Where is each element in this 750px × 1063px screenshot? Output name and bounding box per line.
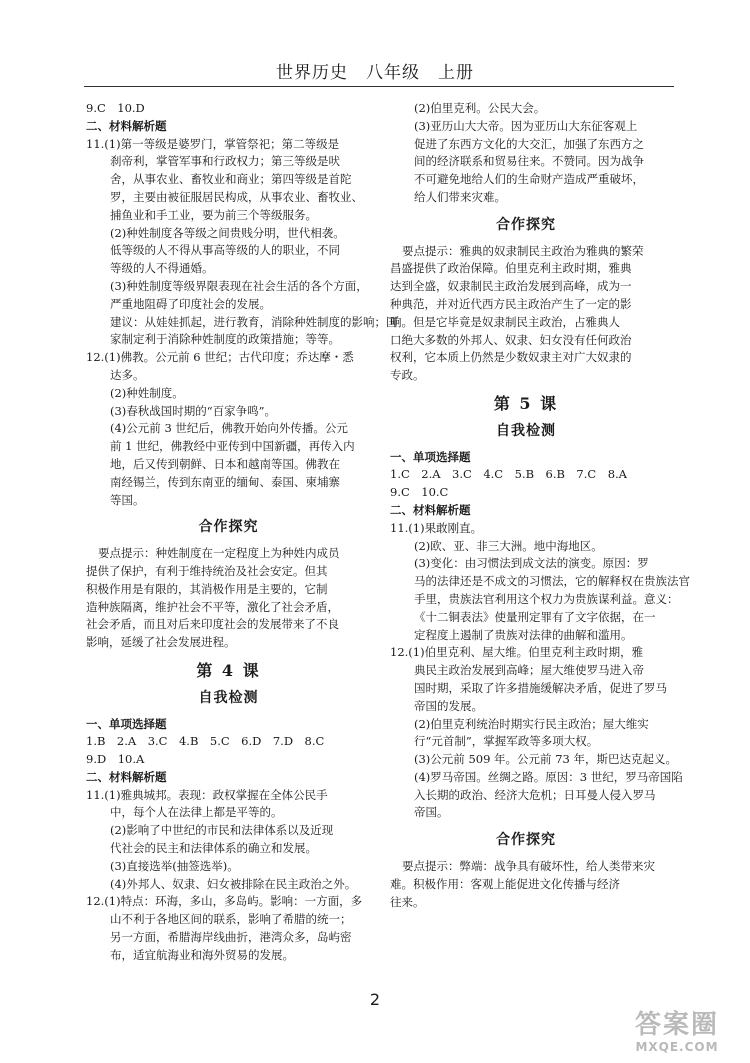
text-line: (2)种姓制度。 [110, 385, 184, 400]
text-line: 要点提示：弊端：战争具有破坏性，给人类带来灾 [402, 859, 655, 874]
text-line: 典民主政治发展到高峰；屋大维使罗马进入帝 [414, 663, 644, 678]
text-line: 给人们带来灾难。 [414, 189, 506, 204]
text-line: 专政。 [390, 368, 425, 383]
page-number: 2 [369, 990, 381, 1009]
text-line: 入长期的政治、经济大危机；日耳曼人侵入罗马 [414, 787, 656, 802]
text-line: 地，后又传到朝鲜、日本和越南等国。佛教在 [110, 456, 340, 471]
watermark-logo [618, 1010, 736, 1056]
text-line: 难。积极作用：客观上能促进文化传播与经济 [390, 876, 620, 891]
text-line: 要点提示：雅典的奴隶制民主政治为雅典的繁荣 [402, 243, 644, 258]
text-line: (3)种姓制度等级界限表现在社会生活的各个方面， [110, 278, 368, 293]
text-line: 12.(1)伯里克利、屋大维。伯里克利主政时期，雅 [390, 645, 644, 660]
text-line: 严重地阻碍了印度社会的发展。 [110, 296, 271, 311]
text-line: 11.(1)雅典城邦。表现：政权掌握在全体公民手 [86, 787, 328, 802]
text-line: (2)伯里克利统治时期实行民主政治；屋大维实 [414, 716, 649, 731]
text-line: (2)种姓制度各等级之间贵贱分明，世代相袭。 [110, 225, 345, 240]
answer-line: 1.C 2.A 3.C 4.C 5.B 6.B 7.C 8.A [390, 467, 627, 482]
section-title-coop: 合作探究 [198, 519, 259, 536]
header-title: 世界历史 八年级 上册 [276, 63, 474, 83]
text-line: 帝国的发展。 [414, 698, 483, 713]
lesson-title: 第 4 课 [196, 660, 261, 680]
text-line: (3)变化：由习惯法到成文法的演变。原因：罗 [414, 556, 649, 571]
text-line: (2)欧、亚、非三大洲。地中海地区。 [414, 538, 603, 553]
section-title-coop: 合作探究 [496, 216, 556, 233]
self-check-title: 自我检测 [198, 689, 259, 706]
text-line: 刹帝利，掌管军事和行政权力；第三等级是吠 [110, 154, 340, 169]
section-heading: 一、单项选择题 [86, 716, 167, 731]
text-line: 权利，它本质上仍然是少数奴隶主对广大奴隶的 [390, 350, 632, 365]
answer-line: 1.B 2.A 3.C 4.B 5.C 6.D 7.D 8.C [86, 734, 325, 749]
text-line: 另一方面，希腊海岸线曲折，港湾众多，岛屿密 [110, 930, 352, 945]
text-line: (3)公元前 509 年。公元前 73 年，斯巴达克起义。 [414, 752, 677, 767]
text-line: 达多。 [110, 367, 145, 382]
text-line: 促进了东西方文化的大交汇，加强了东西方之 [414, 136, 644, 151]
left-column [86, 100, 398, 965]
answer-line: 9.D 10.A [86, 752, 145, 767]
text-line: 11.(1)果敢刚直。 [390, 520, 483, 535]
text-line: 南经锡兰，传到东南亚的缅甸、泰国、柬埔寨 [110, 474, 340, 489]
text-line: 昌盛提供了政治保障。伯里克利主政时期，雅典 [390, 261, 632, 276]
text-line: 响。但是它毕竟是奴隶制民主政治，占雅典人 [390, 314, 620, 329]
text-line: (2)伯里克利。公民大会。 [414, 101, 546, 115]
lesson-title: 第 5 课 [493, 393, 559, 413]
text-line: 11.(1)第一等级是婆罗门，掌管祭祀；第二等级是 [86, 136, 340, 151]
text-line: 12.(1)佛教。公元前 6 世纪；古代印度；乔达摩・悉 [86, 350, 354, 365]
text-line: 9.C 10.D [86, 101, 145, 115]
text-line: 行“元首制”，掌握军政等多项大权。 [414, 734, 599, 749]
text-line: 影响，延缓了社会发展进程。 [86, 635, 236, 650]
text-line: 山不利于各地区间的联系，影响了希腊的统一； [110, 912, 352, 927]
text-line: 前 1 世纪，佛教经中亚传到中国新疆，再传入内 [110, 439, 355, 454]
text-line: 马的法律还是不成文的习惯法，它的解释权在贵族法官 [414, 574, 690, 589]
text-line: 低等级的人不得从事高等级的人的职业，不同 [110, 243, 340, 258]
text-line: 捕鱼业和手工业，要为前三个等级服务。 [110, 207, 317, 222]
text-line: 口绝大多数的外邦人、奴隶、妇女没有任何政治 [390, 332, 632, 347]
text-line: 《十二铜表法》使量刑定罪有了文字依据，在一 [414, 609, 656, 624]
text-line: 舍，从事农业、畜牧业和商业；第四等级是首陀 [110, 172, 352, 187]
watermark-url: MXQE.COM [635, 1040, 719, 1054]
text-line: 达到全盛，奴隶制民主政治发展到高峰，成为一 [390, 279, 632, 294]
text-line: 家制定利于消除种姓制度的政策措施；等等。 [110, 332, 340, 347]
text-line: 布，适宜航海业和海外贸易的发展。 [110, 947, 294, 962]
text-line: 手里，贵族法官利用这个权力为贵族谋利益。意义： [414, 591, 679, 606]
text-line: 社会矛盾，而且对后来印度社会的发展带来了不良 [86, 617, 339, 632]
text-line: 提供了保护，有利于维持统治及社会安定。但其 [86, 563, 328, 578]
text-line: (4)公元前 3 世纪后，佛教开始向外传播。公元 [110, 421, 348, 436]
text-line: 建议：从娃娃抓起，进行教育，消除种姓制度的影响；国 [110, 314, 398, 329]
text-line: 造种族隔离，维护社会不平等，激化了社会矛盾， [86, 599, 339, 614]
self-check-title: 自我检测 [496, 422, 556, 439]
text-line: 等国。 [110, 492, 145, 507]
text-line: (2)影响了中世纪的市民和法律体系以及近现 [110, 823, 334, 838]
text-line: 12.(1)特点：环海，多山，多岛屿。影响：一方面，多 [86, 894, 363, 909]
text-line: (3)直接选举(抽签选举)。 [110, 858, 239, 873]
header-rule [84, 86, 674, 87]
section-title-coop: 合作探究 [496, 832, 556, 849]
text-line: (3)春秋战国时期的“百家争鸣”。 [110, 403, 277, 418]
text-line: 往来。 [390, 894, 425, 909]
text-line: 间的经济联系和贸易往来。不赞同。因为战争 [414, 154, 644, 169]
section-heading: 二、材料解析题 [86, 769, 167, 784]
text-line: 种典范，并对近代西方民主政治产生了一定的影 [390, 296, 632, 311]
text-line: 要点提示：种姓制度在一定程度上为种姓内成员 [98, 546, 340, 561]
text-line: 罗，主要由被征服居民构成，从事农业、畜牧业、 [110, 189, 363, 204]
text-line: 帝国。 [414, 805, 449, 820]
section-heading: 二、材料解析题 [390, 502, 471, 517]
text-line: 代社会的民主和法律体系的确立和发展。 [110, 841, 317, 856]
text-line: (4)外邦人、奴隶、妇女被排除在民主政治之外。 [110, 876, 357, 891]
text-line: (3)亚历山大大帝。因为亚历山大东征客观上 [414, 118, 638, 133]
text-line: (4)罗马帝国。丝绸之路。原因：3 世纪，罗马帝国陷 [414, 769, 683, 784]
section-heading: 二、材料解析题 [86, 118, 167, 133]
text-line: 中，每个人在法律上都是平等的。 [110, 805, 283, 820]
text-line: 定程度上遏制了贵族对法律的曲解和滥用。 [414, 627, 633, 642]
watermark-text: 答案圈 [634, 1010, 719, 1040]
right-column [390, 100, 690, 911]
text-line: 积极作用是有限的，其消极作用是主要的，它制 [86, 581, 328, 596]
answer-line: 9.C 10.C [390, 485, 449, 500]
text-line: 不可避免地给人们的生命财产造成严重破坏， [414, 172, 644, 187]
section-heading: 一、单项选择题 [390, 449, 471, 464]
text-line: 国时期，采取了许多措施缓解决矛盾，促进了罗马 [414, 680, 667, 695]
text-line: 等级的人不得通婚。 [110, 261, 214, 276]
